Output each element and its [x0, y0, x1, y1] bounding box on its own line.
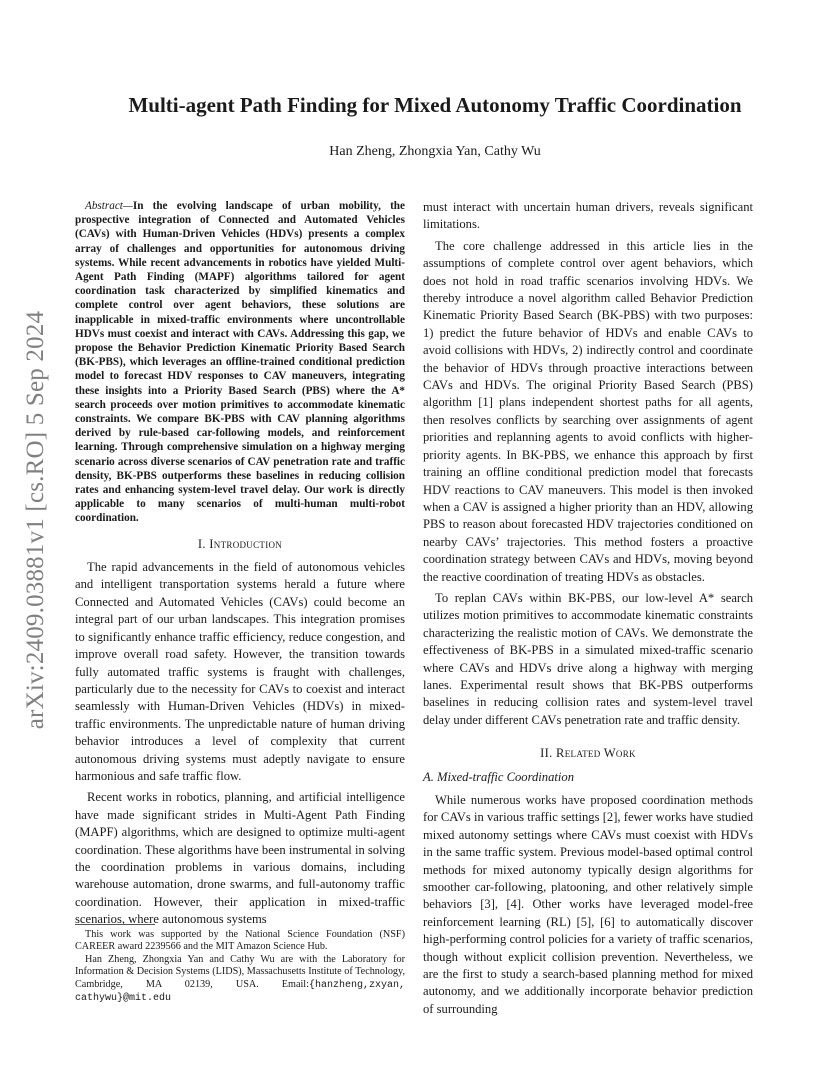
abstract-lead: Abstract—: [85, 200, 133, 212]
footnote-affiliation-text: Han Zheng, Zhongxia Yan and Cathy Wu are with the Laboratory for Information & Decision Systems (LIDS), Massachusetts Institute of Technology, Cambridge, MA 02139, USA. Email:: [75, 953, 405, 990]
intro-paragraph-1: The rapid advancements in the field of autonomous vehicles and intelligent transportation systems herald a future where Connected and Automated Vehicles (CAVs) could become an integral part of our urban landscapes. This integration promises to significantly enhance traffic efficiency, reduce congestion, and improve overall road safety. However, the transition towards fully automated traffic systems is fraught with challenges, particularly due to the necessity for CAVs to coexist and interact seamlessly with Human-Driven Vehicles (HDVs) in mixed-traffic environments. The unpredictable nature of human driving behavior introduces a level of complexity that current autonomous driving systems must adeptly navigate to ensure harmonious and safe traffic flow.: [75, 560, 405, 783]
arxiv-identifier: arXiv:2409.03881v1 [cs.RO] 5 Sep 2024: [22, 310, 50, 730]
abstract-text: In the evolving landscape of urban mobility, the prospective integration of Connected and Automated Vehicles (CAVs) with Human-Driven Vehicles (HDVs) presents a complex array of challenges and opportunities for autonomous driving systems. While recent advancements in robotics have yielded Multi-Agent Path Finding (MAPF) algorithms tailored for agent coordination task characterized by simplified kinematics and complete control over agent behaviors, these solutions are inapplicable in mixed-traffic environments where uncontrollable HDVs must coexist and interact with CAVs. Addressing this gap, we propose the Behavior Prediction Kinematic Priority Based Search (BK-PBS), which leverages an offline-trained conditional prediction model to forecast HDV responses to CAV maneuvers, integrating these insights into a Priority Based Search (PBS) where the A* search proceeds over motion primitives to accommodate kinematic constraints. We compare BK-PBS with CAV planning algorithms derived by rule-based car-following models, and reinforcement learning. Through comprehensive simulation on a highway merging scenario across diverse scenarios of CAV penetration rate and traffic density, BK-PBS outperforms these baselines in reducing collision rates and enhancing system-level travel delay. Our work is directly applicable to many scenarios of multi-human multi-robot coordination.: [75, 200, 405, 525]
section-heading-related-work: [423, 745, 753, 762]
abstract: [75, 199, 405, 526]
footnote-funding: This work was supported by the National Science Foundation (NSF) CAREER award 2239566 and the MIT Amazon Science Hub.: [75, 929, 405, 953]
intro-paragraph-3: The core challenge addressed in this article lies in the assumptions of complete control over agent behaviors, which does not hold in road traffic scenarios involving HDVs. We thereby introduce a novel algorithm called Behavior Prediction Kinematic Priority Based Search (BK-PBS) with two purposes: 1) predict the future behavior of HDVs and enable CAVs to avoid collisions with HDVs, 2) indirectly control and coordinate the behavior of HDVs through proactive interactions between CAVs and HDVs. The original Priority Based Search (PBS) algorithm [1] plans independent shortest paths for all agents, then resolves conflicts by searching over assignments of agent priorities and replanning agents to avoid conflicts with higher-priority agents. In BK-PBS, we enhance this approach by first training an offline conditional prediction model that forecasts HDV reactions to CAV maneuvers. This model is then invoked when a CAV is assigned a higher priority than an HDV, allowing PBS to reason about forecasted HDV trajectories conditioned on nearby CAVs’ trajectories. This method fosters a proactive coordination strategy between CAVs and HDVs, moving beyond the reactive coordination of treating HDVs as obstacles.: [423, 238, 753, 584]
related-paragraph-1: While numerous works have proposed coordination methods for CAVs in various traffic settings [2], fewer works have studied mixed autonomy settings where CAVs must coexist with HDVs in the same traffic system. Previous model-based optimal control methods for mixed autonomy typically design algorithms for smoother car-following, platooning, and other relatively simple behaviors [3], [4]. Other works have leveraged model-free reinforcement learning (RL) [5], [6] to automatically discover high-performing control policies for a variety of traffic scenarios, though without explicit collision prevention. Nevertheless, we are the first to study a search-based planning method for mixed autonomy, and we additionally incorporate behavior prediction of surrounding: [423, 793, 753, 1016]
intro-paragraph-2-continued: must interact with uncertain human drivers, reveals significant limitations.: [423, 200, 753, 232]
footnote-affiliation: [75, 954, 405, 1006]
section-title: Introduction: [209, 536, 283, 551]
subsection-heading: A. Mixed-traffic Coordination: [423, 769, 574, 784]
footnote-emails: {hanzheng,zxyan, cathywu}@mit.edu: [75, 979, 405, 1005]
footnote-rule: [75, 924, 155, 925]
left-column: [75, 199, 405, 933]
section-title: Related Work: [556, 746, 636, 761]
right-column: [423, 199, 753, 1022]
paper-authors: Han Zheng, Zhongxia Yan, Cathy Wu: [329, 144, 541, 159]
intro-paragraph-4: To replan CAVs within BK-PBS, our low-level A* search utilizes motion primitives to accommodate kinematic constraints characterizing the realistic motion of CAVs. We demonstrate the effectiveness of BK-PBS in a simulated mixed-traffic scenario where CAVs and HDVs drive along a highway with merging lanes. Experimental result shows that BK-PBS outperforms baselines in reducing collision rates and system-level travel delay under different CAVs penetration rate and traffic density.: [423, 590, 753, 727]
section-heading-introduction: [75, 536, 405, 553]
intro-paragraph-2: Recent works in robotics, planning, and artificial intelligence have made significant strides in Multi-Agent Path Finding (MAPF) algorithms, which are designed to optimize multi-agent coordination. These algorithms have been instrumental in solving the coordination problems in various domains, including warehouse automation, drone swarms, and full-autonomy traffic coordination. However, their application in mixed-traffic scenarios, where autonomous systems: [75, 790, 405, 927]
footnotes: [75, 918, 405, 1005]
paper-title: Multi-agent Path Finding for Mixed Autonomy Traffic Coordination: [128, 93, 742, 117]
section-number: II.: [540, 746, 553, 761]
section-number: I.: [197, 536, 206, 551]
arxiv-stamp: [16, 290, 56, 750]
